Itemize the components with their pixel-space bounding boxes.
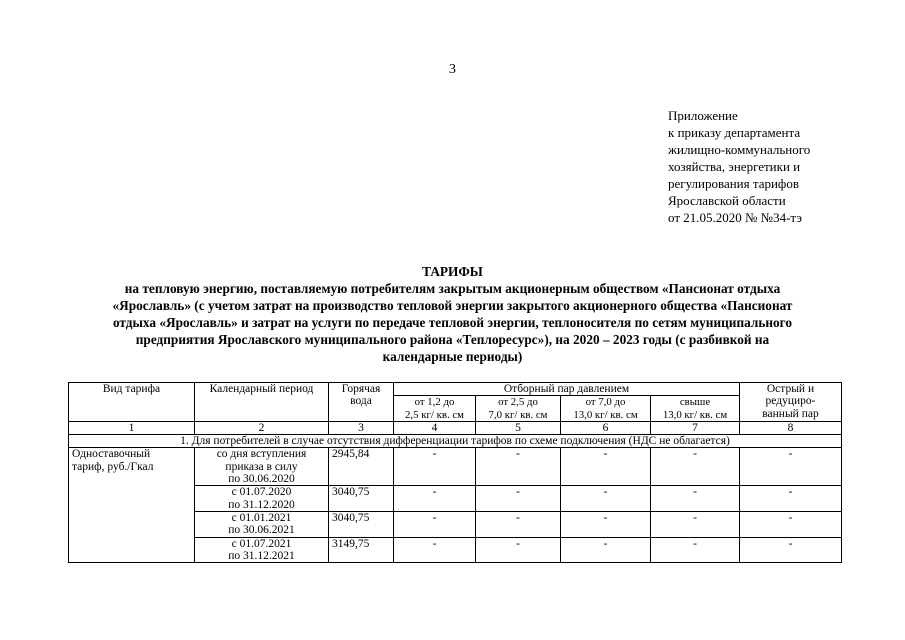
period-line: по 31.12.2021 [228, 549, 295, 562]
tariffs-table [68, 382, 842, 563]
title-heading: ТАРИФЫ [422, 264, 483, 279]
period-line: по 31.12.2020 [228, 498, 295, 511]
value-cell: - [476, 448, 561, 486]
table-row [69, 448, 842, 486]
period-line: с 01.07.2020 [231, 486, 292, 499]
header-steam-label: Отборный пар давлением [503, 383, 630, 395]
appendix-block [668, 107, 888, 226]
value-cell: - [561, 486, 651, 512]
value-cell: - [394, 537, 476, 563]
value-cell: - [394, 448, 476, 486]
steam-col-line: 2,5 кг/ кв. см [405, 408, 464, 421]
value-cell: - [476, 511, 561, 537]
column-number-row [69, 421, 842, 434]
section-row [69, 435, 842, 448]
header-hot-water-line: Горячая [341, 383, 381, 395]
value-cell: - [740, 511, 842, 537]
header-steam [394, 383, 740, 396]
header-sharp-line: редуциро- [765, 395, 816, 408]
header-steam-col [394, 396, 476, 422]
period-cell [195, 537, 329, 563]
steam-col-line: 13,0 кг/ кв. см [573, 408, 638, 421]
steam-col-line: свыше [679, 396, 711, 409]
appendix-line: Приложение [668, 108, 738, 123]
value-cell: - [651, 537, 740, 563]
value-cell: - [651, 486, 740, 512]
steam-col-line: от 7,0 до [585, 396, 626, 409]
title-line: отдыха «Ярославль» и затрат на услуги по передаче тепловой энергии, теплоносителя по сетям муниципального [112, 315, 793, 330]
period-cell [195, 511, 329, 537]
period-cell [195, 486, 329, 512]
tariff-name-line: тариф, руб./Гкал [72, 460, 154, 473]
header-hot-water-line: вода [350, 395, 372, 408]
hot-water-value: 3040,75 [329, 486, 394, 512]
column-number: 8 [740, 421, 842, 434]
title-line: «Ярославль» (с учетом затрат на производство тепловой энергии закрытого акционерного общества «Пансионат [112, 298, 793, 313]
header-period-label: Календарный период [209, 383, 314, 395]
hot-water-value: 2945,84 [329, 448, 394, 486]
period-cell [195, 448, 329, 486]
value-cell: - [561, 511, 651, 537]
column-number: 2 [195, 421, 329, 434]
period-line: с 01.01.2021 [231, 511, 292, 524]
value-cell: - [651, 448, 740, 486]
appendix-line: жилищно-коммунального [668, 142, 811, 157]
header-hot-water [329, 383, 394, 422]
appendix-line: к приказу департамента [668, 125, 801, 140]
period-line: с 01.07.2021 [231, 537, 292, 550]
value-cell: - [561, 448, 651, 486]
header-steam-col [476, 396, 561, 422]
column-number: 4 [394, 421, 476, 434]
section-title: 1. Для потребителей в случае отсутствия дифференциации тарифов по схеме подключения (НДС не облагается) [69, 435, 842, 448]
page-number: 3 [449, 62, 456, 77]
hot-water-value: 3149,75 [329, 537, 394, 563]
steam-col-line: от 2,5 до [498, 396, 538, 409]
steam-col-line: 13,0 кг/ кв. см [662, 408, 728, 421]
header-steam-col [561, 396, 651, 422]
period-line: по 30.06.2021 [228, 524, 295, 537]
appendix-line: хозяйства, энергетики и [668, 159, 801, 174]
value-cell: - [476, 486, 561, 512]
appendix-line: от 21.05.2020 № №34-тэ [668, 210, 802, 225]
period-line: со дня вступления [216, 448, 307, 461]
header-row [69, 383, 842, 396]
header-period [195, 383, 329, 422]
hot-water-value: 3040,75 [329, 511, 394, 537]
header-tariff-type-label: Вид тарифа [102, 383, 161, 395]
steam-col-line: от 1,2 до [414, 396, 455, 409]
value-cell: - [476, 537, 561, 563]
value-cell: - [740, 537, 842, 563]
column-number: 7 [651, 421, 740, 434]
header-steam-col [651, 396, 740, 422]
value-cell: - [394, 486, 476, 512]
period-line: по 30.06.2020 [228, 473, 295, 486]
steam-col-line: 7,0 кг/ кв. см [488, 408, 548, 421]
value-cell: - [394, 511, 476, 537]
value-cell: - [561, 537, 651, 563]
header-sharp-steam [740, 383, 842, 422]
value-cell: - [651, 511, 740, 537]
document-title [50, 263, 855, 365]
appendix-line: регулирования тарифов [668, 176, 799, 191]
appendix-line: Ярославской области [668, 193, 786, 208]
value-cell: - [740, 486, 842, 512]
title-line: календарные периоды) [382, 349, 523, 364]
title-line: на тепловую энергию, поставляемую потребителям закрытым акционерным обществом «Пансионат отдыха [124, 281, 781, 296]
value-cell: - [740, 448, 842, 486]
column-number: 5 [476, 421, 561, 434]
title-line: предприятия Ярославского муниципального района «Теплоресурс»), на 2020 – 2023 годы (с разбивкой на [135, 332, 770, 347]
header-tariff-type [69, 383, 195, 422]
column-number: 6 [561, 421, 651, 434]
column-number: 1 [69, 421, 195, 434]
column-number: 3 [329, 421, 394, 434]
header-sharp-line: Острый и [766, 383, 815, 395]
header-sharp-line: ванный пар [762, 407, 819, 420]
period-line: приказа в силу [225, 460, 298, 473]
tariff-name-cell [69, 448, 195, 563]
tariff-name-line: Одноставочный [72, 448, 151, 461]
